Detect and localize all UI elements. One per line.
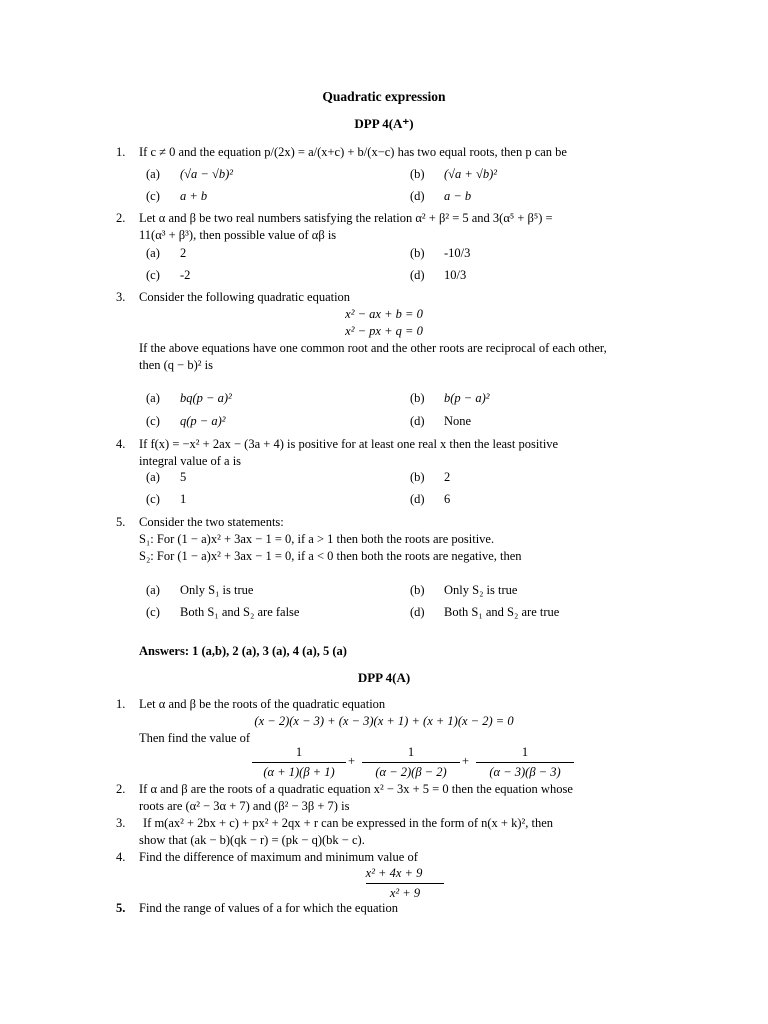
option-label: (a) [146, 583, 160, 597]
option-text: bq(p − a)² [180, 391, 232, 405]
question-text: Consider the following quadratic equation [139, 290, 351, 304]
question-text: Find the difference of maximum and minimum value of [139, 850, 418, 864]
plus-sign: + [348, 754, 356, 768]
option-text: 2 [180, 246, 187, 260]
question-text: If c ≠ 0 and the equation p/(2x) = a/(x+c) + b/(x−c) has two equal roots, then p can be [139, 145, 567, 159]
option-label: (d) [410, 414, 425, 428]
option-label: (b) [410, 167, 425, 181]
option-label: (a) [146, 391, 160, 405]
fraction-bar [252, 762, 346, 763]
question-number: 1. [116, 697, 126, 711]
statement-s1: S₁: For (1 − a)x² + 3ax − 1 = 0, if a > 1 then both the roots are positive. [139, 532, 495, 546]
fraction-bar [362, 762, 460, 763]
question-text: Then find the value of [139, 731, 251, 745]
question-number: 2. [116, 782, 126, 796]
plus-sign: + [462, 754, 470, 768]
question-number: 3. [116, 816, 126, 830]
option-label: (c) [146, 268, 160, 282]
question-text: If the above equations have one common root and the other roots are reciprocal of each other, [139, 341, 607, 355]
option-label: (b) [410, 391, 425, 405]
question-text: If m(ax² + 2bx + c) + px² + 2qx + r can be expressed in the form of n(x + k)², then [143, 816, 554, 830]
option-text: a + b [180, 189, 208, 203]
option-text: a − b [444, 189, 472, 203]
question-text: roots are (α² − 3α + 7) and (β² − 3β + 7) is [139, 799, 350, 813]
option-label: (d) [410, 605, 425, 619]
question-text: Let α and β be two real numbers satisfying the relation α² + β² = 5 and 3(α⁵ + β⁵) = [139, 211, 553, 225]
question-text: Find the range of values of a for which the equation [139, 901, 398, 915]
option-label: (d) [410, 268, 425, 282]
question-text: If f(x) = −x² + 2ax − (3a + 4) is positive for at least one real x then the least positive [139, 437, 559, 451]
option-label: (d) [410, 492, 425, 506]
section-heading-a-plus: DPP 4(A⁺) [354, 116, 414, 131]
fraction [344, 866, 444, 902]
question-text: Consider the two statements: [139, 515, 284, 529]
question-text: integral value of a is [139, 454, 242, 468]
question-number: 5. [116, 901, 126, 915]
question-number: 2. [116, 211, 126, 225]
option-text: Only S₁ is true [180, 583, 254, 597]
question-text: show that (ak − b)(qk − r) = (pk − q)(bk − c). [139, 833, 365, 847]
option-text: q(p − a)² [180, 414, 226, 428]
question-number: 4. [116, 437, 126, 451]
question-text: If α and β are the roots of a quadratic equation x² − 3x + 5 = 0 then the equation whose [139, 782, 573, 796]
question-text: then (q − b)² is [139, 358, 213, 372]
option-label: (b) [410, 246, 425, 260]
question-number: 5. [116, 515, 126, 529]
option-label: (c) [146, 414, 160, 428]
fraction-numerator: x² + 4x + 9 [365, 866, 423, 880]
fraction-bar [476, 762, 574, 763]
option-label: (c) [146, 492, 160, 506]
option-label: (a) [146, 167, 160, 181]
section-heading-a: DPP 4(A) [357, 670, 411, 685]
option-label: (b) [410, 470, 425, 484]
question-number: 3. [116, 290, 126, 304]
option-text: Only S₂ is true [444, 583, 518, 597]
option-text: 10/3 [444, 268, 467, 282]
statement-s2: S₂: For (1 − a)x² + 3ax − 1 = 0, if a < 0 then both the roots are negative, then [139, 549, 522, 563]
equation: x² − ax + b = 0 [345, 307, 423, 321]
option-text: (√a − √b)² [180, 167, 233, 181]
equation: x² − px + q = 0 [345, 324, 423, 338]
option-label: (c) [146, 605, 160, 619]
equation: (x − 2)(x − 3) + (x − 3)(x + 1) + (x + 1)(x − 2) = 0 [254, 714, 514, 728]
option-label: (b) [410, 583, 425, 597]
answers-line: Answers: 1 (a,b), 2 (a), 3 (a), 4 (a), 5 (a) [139, 644, 347, 658]
option-text: Both S₁ and S₂ are true [444, 605, 560, 619]
option-text: b(p − a)² [444, 391, 490, 405]
document-title: Quadratic expression [322, 89, 446, 104]
fraction-bar [366, 883, 444, 884]
option-text: 1 [180, 492, 187, 506]
option-text: 2 [444, 470, 451, 484]
option-label: (a) [146, 246, 160, 260]
question-text: 11(α³ + β³), then possible value of αβ is [139, 228, 337, 242]
question-number: 4. [116, 850, 126, 864]
option-label: (a) [146, 470, 160, 484]
fraction-denominator: (α + 1)(β + 1) [263, 765, 335, 779]
option-text: None [444, 414, 472, 428]
fraction-denominator: (α − 3)(β − 3) [489, 765, 561, 779]
option-label: (d) [410, 189, 425, 203]
fraction-numerator: 1 [521, 745, 529, 759]
option-label: (c) [146, 189, 160, 203]
option-text: 6 [444, 492, 451, 506]
option-text: -10/3 [444, 246, 471, 260]
fraction-denominator: x² + 9 [389, 886, 421, 900]
option-text: 5 [180, 470, 187, 484]
option-text: -2 [180, 268, 191, 282]
fraction-numerator: 1 [295, 745, 303, 759]
fraction-sum [252, 745, 572, 781]
question-number: 1. [116, 145, 126, 159]
fraction-denominator: (α − 2)(β − 2) [375, 765, 447, 779]
fraction-numerator: 1 [407, 745, 415, 759]
option-text: (√a + √b)² [444, 167, 497, 181]
question-text: Let α and β be the roots of the quadratic equation [139, 697, 386, 711]
option-text: Both S₁ and S₂ are false [180, 605, 300, 619]
